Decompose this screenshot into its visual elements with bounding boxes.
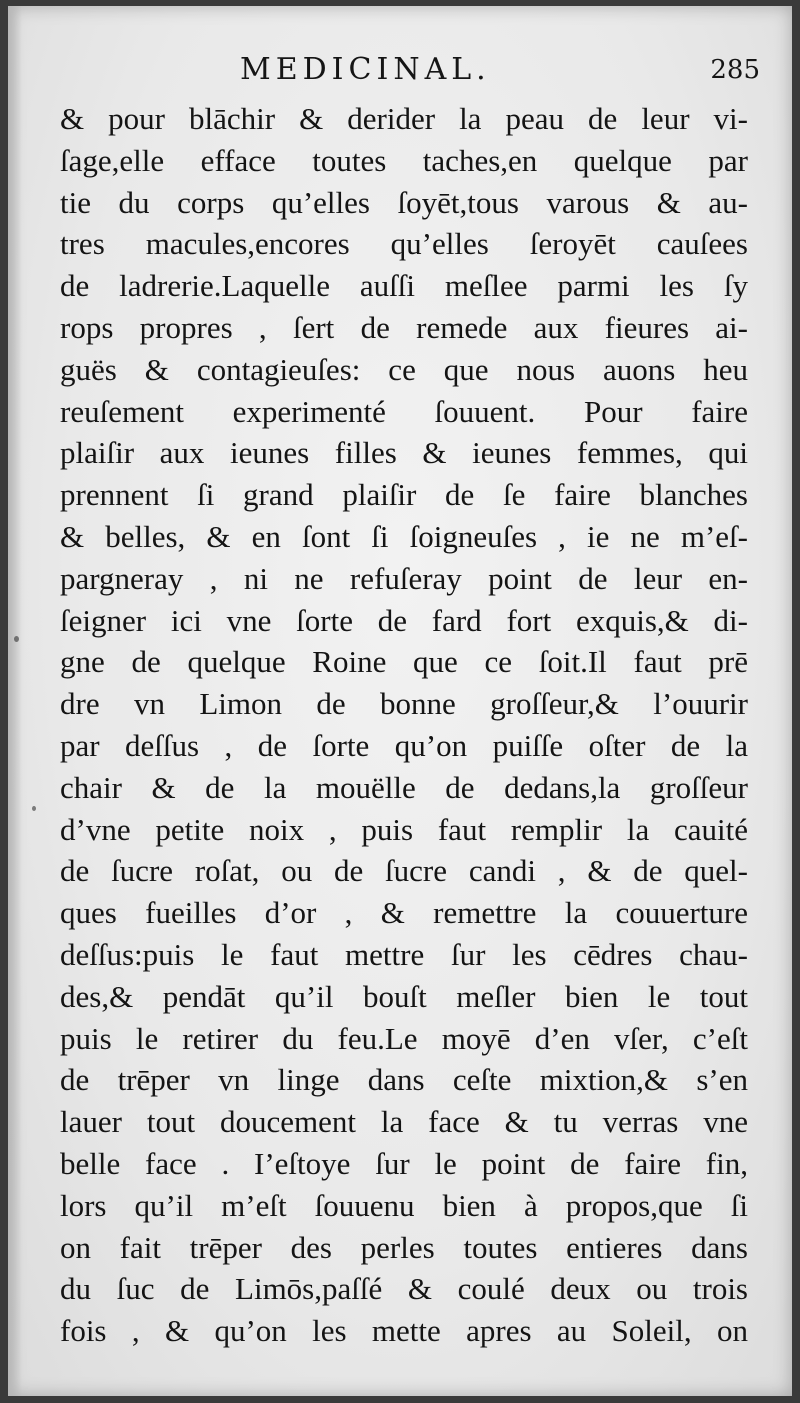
- text-line: & belles, & en ſont ſi ſoigneuſes , ie ne m’eſ-: [60, 518, 748, 554]
- text-line: dre vn Limon de bonne groſſeur,& l’ouurir: [60, 686, 748, 722]
- text-line: de trēper vn linge dans ceſte mixtion,& s’en: [60, 1062, 748, 1098]
- page-number: 285: [710, 55, 760, 85]
- text-line: on fait trēper des perles toutes entieres dans: [60, 1229, 748, 1265]
- text-line: de ſucre roſat, ou de ſucre candi , & de quel-: [60, 853, 748, 889]
- ink-speck: [32, 806, 36, 811]
- text-line: rops propres , ſert de remede aux fieures ai-: [60, 309, 748, 345]
- body-text: [60, 98, 748, 1352]
- page-header: [8, 48, 792, 92]
- text-line: pargneray , ni ne refuſeray point de leur en-: [60, 560, 748, 596]
- text-line: ques fueilles d’or , & remettre la couuerture: [60, 895, 748, 931]
- text-line: deſſus:puis le faut mettre ſur les cēdres chau-: [60, 936, 748, 972]
- text-line: lauer tout doucement la face & tu verras vne: [60, 1104, 748, 1140]
- ink-speck: [14, 636, 19, 642]
- text-line: lors qu’il m’eſt ſouuenu bien à propos,que ſi: [60, 1187, 748, 1223]
- text-line: fois , & qu’on les mette apres au Soleil, on: [60, 1313, 748, 1349]
- text-line: guës & contagieuſes: ce que nous auons heu: [60, 351, 748, 387]
- text-line: belle face . I’eſtoye ſur le point de faire fin,: [60, 1145, 748, 1181]
- book-page: [8, 6, 792, 1396]
- text-line: plaiſir aux ieunes filles & ieunes femmes, qui: [60, 435, 748, 471]
- running-title: MEDICINAL.: [240, 52, 491, 87]
- text-line: prennent ſi grand plaiſir de ſe faire blanches: [60, 477, 748, 513]
- text-line: & pour blāchir & derider la peau de leur vi-: [60, 101, 748, 136]
- text-line: des,& pendāt qu’il bouſt meſler bien le tout: [60, 978, 748, 1014]
- text-line: tres macules,encores qu’elles ſeroyēt cauſees: [60, 226, 748, 262]
- text-line: reuſement experimenté ſouuent. Pour faire: [60, 393, 748, 429]
- text-line: d’vne petite noix , puis faut remplir la cauité: [60, 811, 748, 847]
- text-line: puis le retirer du feu.Le moyē d’en vſer, c’eſt: [60, 1020, 748, 1056]
- text-line: chair & de la mouëlle de dedans,la groſſeur: [60, 769, 748, 805]
- text-line: ſage,elle efface toutes taches,en quelque par: [60, 142, 748, 178]
- text-line: du ſuc de Limōs,paſſé & coulé deux ou trois: [60, 1271, 748, 1307]
- text-line: ſeigner ici vne ſorte de fard fort exquis,& di-: [60, 602, 748, 638]
- text-line: tie du corps qu’elles ſoyēt,tous varous & au-: [60, 184, 748, 220]
- text-line: de ladrerie.Laquelle auſſi meſlee parmi les ſy: [60, 268, 748, 304]
- text-line: gne de quelque Roine que ce ſoit.Il faut prē: [60, 644, 748, 680]
- text-line: par deſſus , de ſorte qu’on puiſſe oſter de la: [60, 727, 748, 763]
